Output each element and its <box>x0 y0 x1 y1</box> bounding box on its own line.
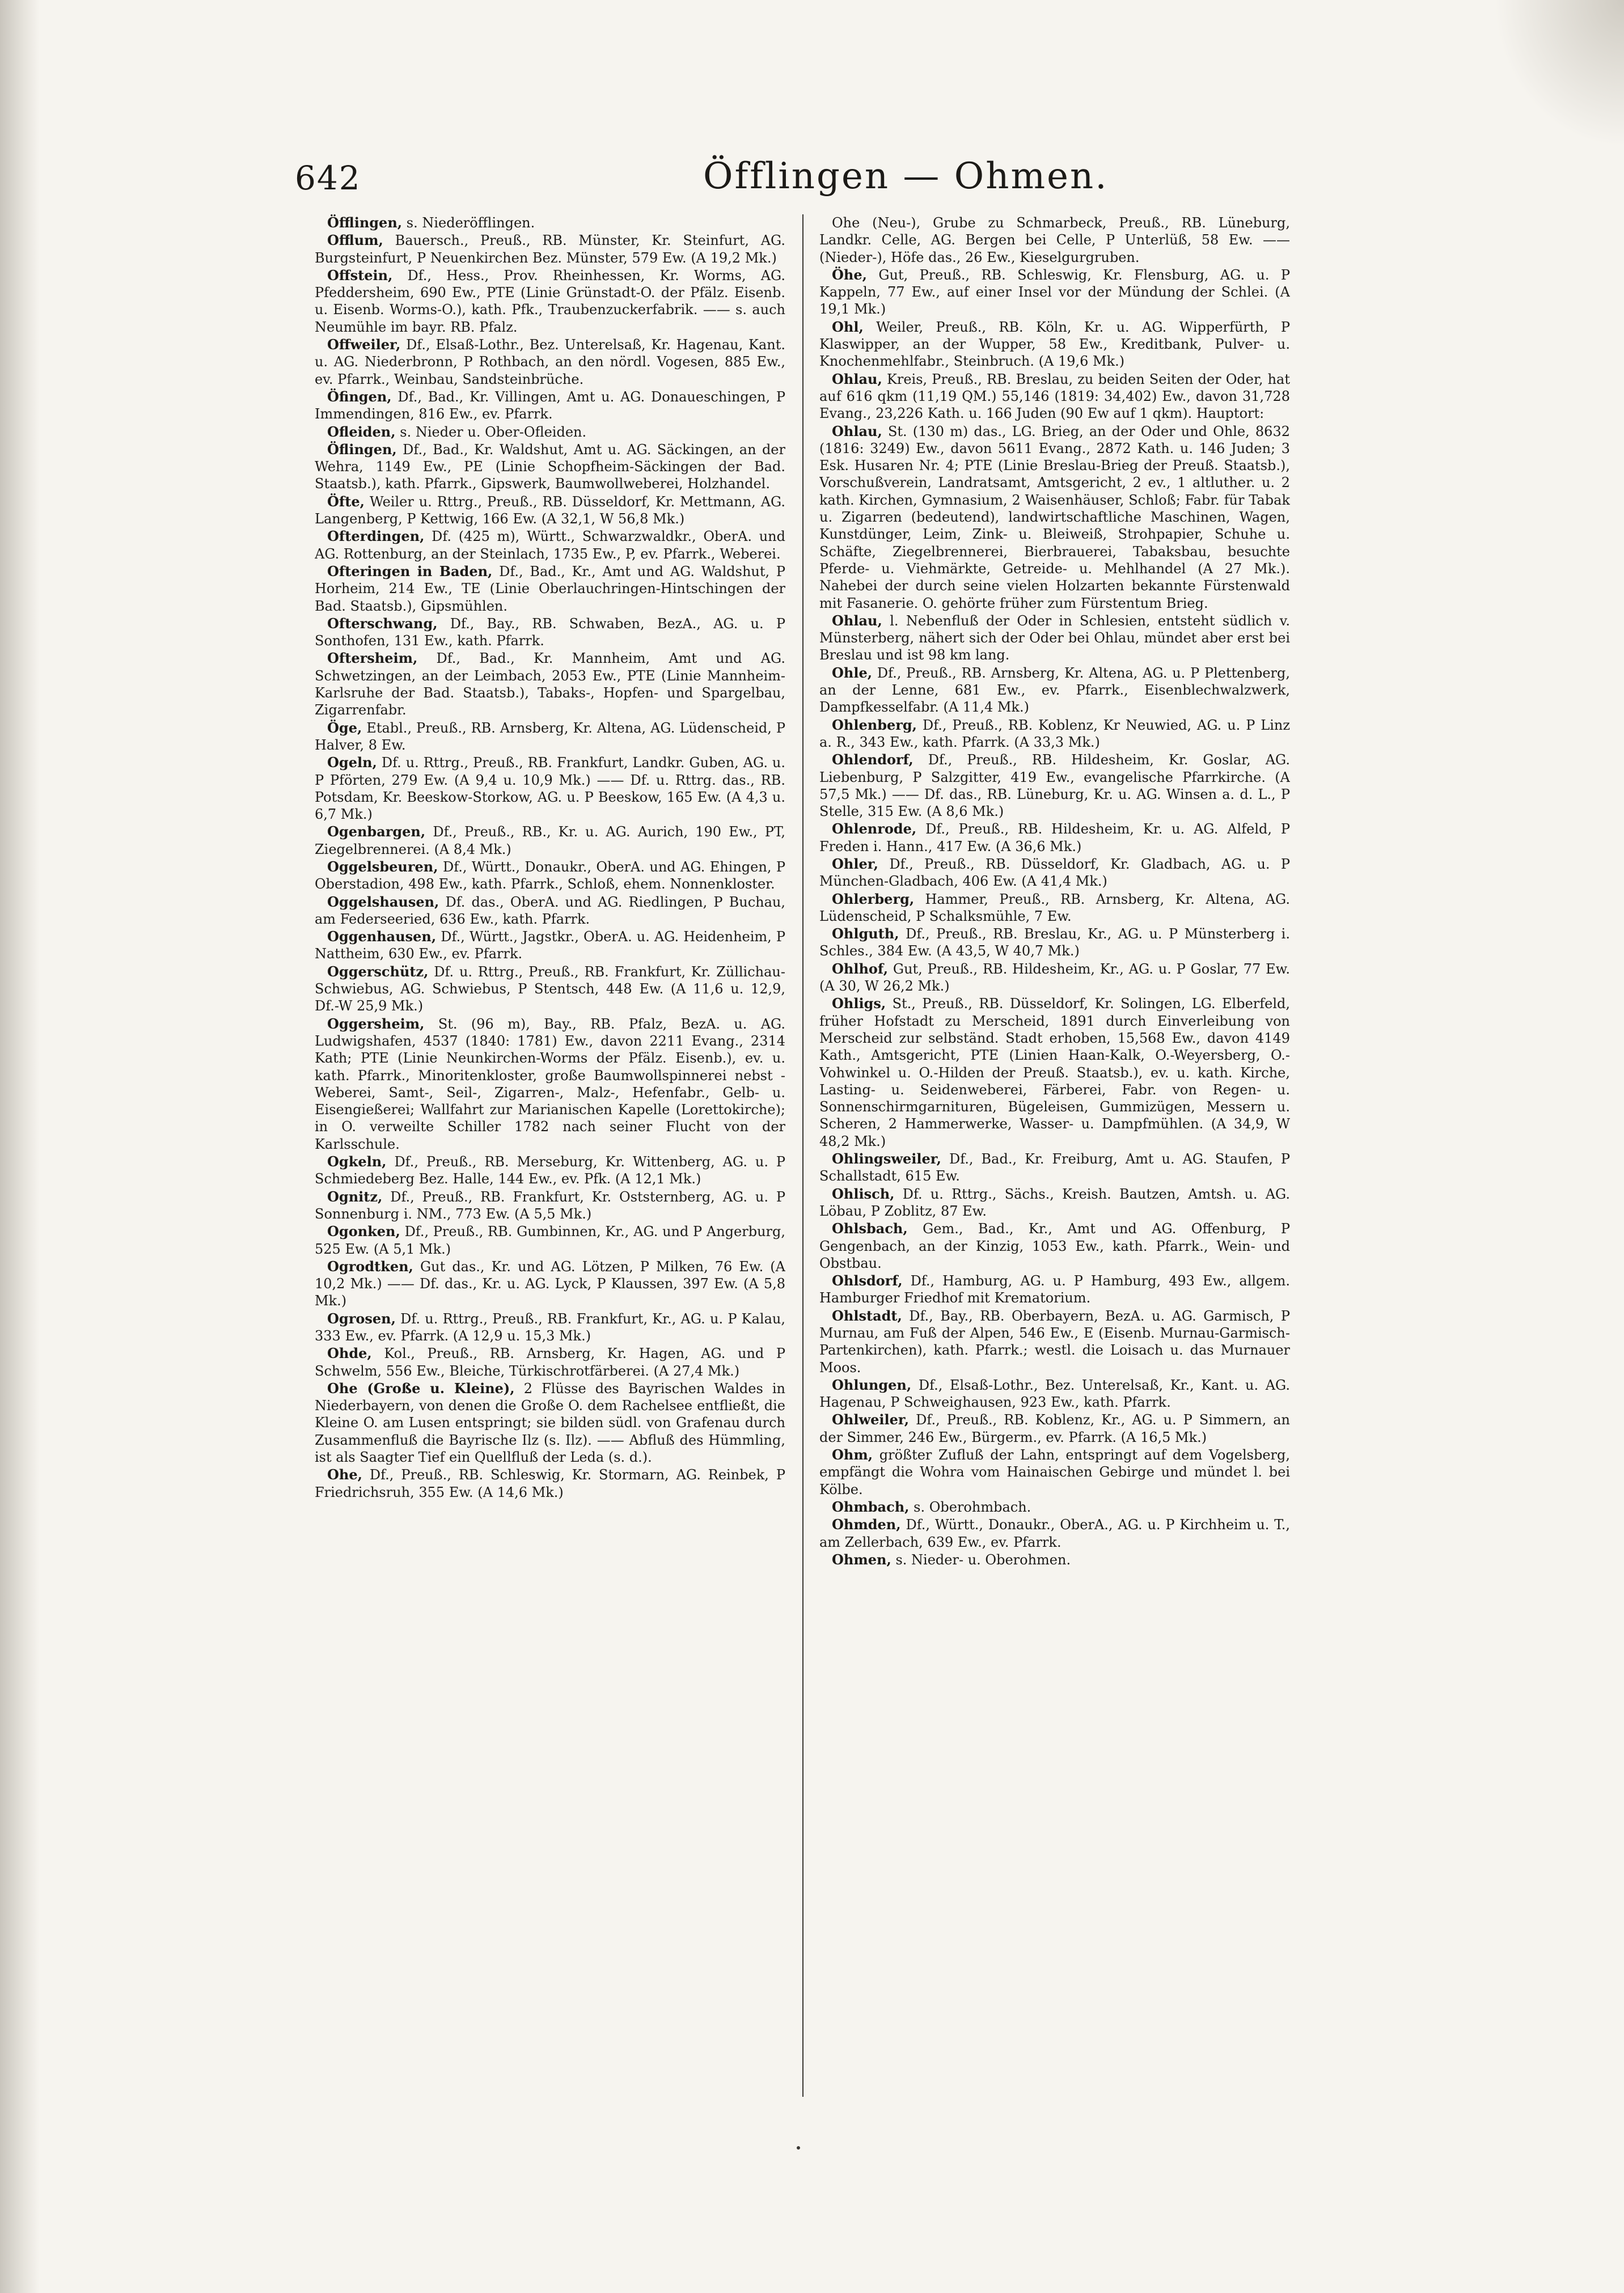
dictionary-entry <box>315 267 785 336</box>
entry-text: Df., Elsaß-Lothr., Bez. Unterelsaß, Kr., Kant. u. AG. Hagenau, P Schweighausen, 923 Ew., kath. Pfarrk. <box>819 1377 1290 1411</box>
entry-text: Df., Preuß., RB. Hildesheim, Kr. u. AG. Alfeld, P Freden i. Hann., 417 Ew. (A 36,6 Mk.) <box>819 821 1290 854</box>
entry-text: Df., Preuß., RB. Schleswig, Kr. Stormarn, AG. Reinbek, P Friedrichsruh, 355 Ew. (A 14,6 Mk.) <box>315 1467 785 1500</box>
right-column <box>819 214 1290 2097</box>
entry-headword: Ognitz, <box>327 1188 383 1205</box>
entry-text: Hammer, Preuß., RB. Arnsberg, Kr. Altena, AG. Lüdenscheid, P Schalksmühle, 7 Ew. <box>819 891 1290 924</box>
dictionary-entry <box>819 1377 1290 1411</box>
entry-headword: Ohm, <box>832 1446 873 1463</box>
entry-text: Df. (425 m), Württ., Schwarzwaldkr., OberA. und AG. Rottenburg, an der Steinlach, 1735 Ew., P, ev. Pfarrk., Weberei. <box>315 528 785 562</box>
entry-headword: Oggelshausen, <box>327 893 439 910</box>
entry-headword: Ohlendorf, <box>832 751 914 768</box>
dictionary-entry <box>819 1499 1290 1516</box>
dictionary-entry <box>315 1016 785 1153</box>
dictionary-entry <box>819 665 1290 716</box>
entry-text: s. Niederöfflingen. <box>406 215 535 231</box>
dictionary-entry <box>819 961 1290 995</box>
dictionary-entry <box>315 858 785 893</box>
entry-headword: Ohmden, <box>832 1516 901 1533</box>
dictionary-entry <box>819 717 1290 751</box>
entry-text: Df. u. Rttrg., Sächs., Kreish. Bautzen, Amtsh. u. AG. Löbau, P Zoblitz, 87 Ew. <box>819 1186 1290 1219</box>
entry-text: Df., Preuß., RB. Hildesheim, Kr. Goslar, AG. Liebenburg, P Salzgitter, 419 Ew., evangelische Pfarrkirche. (A 57,5 Mk.) —— Df. das., RB. Lüneburg, Kr. u. AG. Winsen a. d. L., P Stelle, 315 Ew. (A 8,6 Mk.) <box>819 752 1290 820</box>
entry-headword: Ogonken, <box>327 1223 400 1240</box>
entry-headword: Ofteringen in Baden, <box>327 562 493 579</box>
entry-headword: Ogenbargen, <box>327 823 426 840</box>
entry-headword: Offstein, <box>327 266 393 284</box>
entry-headword: Ohe, <box>327 1466 362 1483</box>
entry-headword: Ohlau, <box>832 612 882 629</box>
dictionary-entry <box>315 650 785 718</box>
entry-text: Df. das., OberA. und AG. Riedlingen, P Buchau, am Federseeried, 636 Ew., kath. Pfarrk. <box>315 894 785 927</box>
entry-text: Df., Bad., Kr. Mannheim, Amt und AG. Schwetzingen, an der Leimbach, 2053 Ew., PTE (Linie Mannheim-Karlsruhe der Bad. Staatsb.), Tabaks-, Hopfen- und Spargelbau, Zigarrenfabr. <box>315 650 785 718</box>
entry-text: Df., Hess., Prov. Rheinhessen, Kr. Worms, AG. Pfeddersheim, 690 Ew., PTE (Linie Grünstadt-O. der Pfälz. Eisenb. u. Eisenb. Worms-O.), kath. Pfk., Traubenzuckerfabrik. —— s. auch Neumühle im bayr. RB. Pfalz. <box>315 267 785 335</box>
entry-headword: Oftersheim, <box>327 650 418 667</box>
dictionary-entry <box>315 720 785 754</box>
entry-text: Df., Bad., Kr. Freiburg, Amt u. AG. Staufen, P Schallstadt, 615 Ew. <box>819 1151 1290 1184</box>
entry-text: Df., Preuß., RB. Breslau, Kr., AG. u. P Münsterberg i. Schles., 384 Ew. (A 43,5, W 40,7 Mk.) <box>819 926 1290 959</box>
entry-headword: Öflingen, <box>327 441 397 458</box>
dictionary-entry <box>315 336 785 388</box>
entry-headword: Ofleiden, <box>327 423 396 440</box>
entry-headword: Ogeln, <box>327 754 377 771</box>
dictionary-entry <box>819 612 1290 664</box>
dictionary-entry <box>315 928 785 963</box>
dictionary-entry <box>315 493 785 528</box>
entry-headword: Ohlisch, <box>832 1185 895 1202</box>
dictionary-entry <box>315 388 785 423</box>
entry-text: St., Preuß., RB. Düsseldorf, Kr. Solingen, LG. Elberfeld, früher Hofstadt zu Merscheid, 1891 durch Einverleibung von Merscheid zur selbständ. Stadt erhoben, 15,568 Ew., davon 4149 Kath., Amtsgericht, PTE (Linien Haan-Kalk, O.-Weyersberg, O.-Vohwinkel u. O.-Hilden der Preuß. Staatsb.), ev. u. kath. Kirche, Lasting- u. Seidenweberei, Färberei, Fabr. von Regen- u. Sonnenschirmgarnituren, Bügeleisen, Gummizügen, Messern u. Scheren, 2 Hammerwerke, Wasser- u. Dampfmühlen. (A 34,9, W 48,2 Mk.) <box>819 996 1290 1149</box>
entry-text: Df., Bad., Kr. Waldshut, Amt u. AG. Säckingen, an der Wehra, 1149 Ew., PE (Linie Schopfheim-Säckingen der Bad. Staatsb.), kath. Pfarrk., Gipswerk, Baumwollweberei, Holzhandel. <box>315 441 785 492</box>
dictionary-entry <box>315 563 785 615</box>
entry-headword: Oggerschütz, <box>327 963 429 980</box>
dictionary-entry <box>819 1446 1290 1498</box>
entry-text: Df. u. Rttrg., Preuß., RB. Frankfurt, Kr., AG. u. P Kalau, 333 Ew., ev. Pfarrk. (A 12,9 u. 15,3 Mk.) <box>315 1310 785 1344</box>
entry-text: Df., Preuß., RB. Arnsberg, Kr. Altena, AG. u. P Plettenberg, an der Lenne, 681 Ew., ev. Pfarrk., Eisenblechwalzwerk, Dampfkesselfabr. (A 11,4 Mk.) <box>819 665 1290 716</box>
entry-headword: Ohl, <box>832 318 864 335</box>
left-column <box>315 214 785 2097</box>
page-number: 642 <box>295 159 361 197</box>
dictionary-entry <box>819 319 1290 370</box>
entry-headword: Ohlweiler, <box>832 1411 910 1428</box>
dictionary-entry <box>819 371 1290 422</box>
entry-text: größter Zufluß der Lahn, entspringt auf dem Vogelsberg, empfängt die Wohra vom Hainaischen Gebirge und mündet l. bei Kölbe. <box>819 1447 1290 1497</box>
entry-headword: Ohlsbach, <box>832 1220 908 1237</box>
entry-text: Df., Preuß., RB. Koblenz, Kr., AG. u. P Simmern, an der Simmer, 246 Ew., Bürgerm., ev. Pfarrk. (A 16,5 Mk.) <box>819 1412 1290 1445</box>
dictionary-entry <box>315 754 785 823</box>
dictionary-entry <box>819 423 1290 612</box>
entry-text: Df. u. Rttrg., Preuß., RB. Frankfurt, Kr. Züllichau-Schwiebus, AG. Schwiebus, P Stentsch, 448 Ew. (A 11,6 u. 12,9, Df.-W 25,9 Mk.) <box>315 963 785 1014</box>
entry-text: Df., Württ., Jagstkr., OberA. u. AG. Heidenheim, P Nattheim, 630 Ew., ev. Pfarrk. <box>315 929 785 962</box>
entry-headword: Ohe (Große u. Kleine), <box>327 1380 515 1397</box>
dictionary-entry <box>315 1223 785 1258</box>
entry-headword: Ohlingsweiler, <box>832 1150 942 1167</box>
entry-headword: Ohlguth, <box>832 925 899 942</box>
entry-text: Df., Preuß., RB. Gumbinnen, Kr., AG. und P Angerburg, 525 Ew. (A 5,1 Mk.) <box>315 1224 785 1257</box>
entry-text: Weiler, Preuß., RB. Köln, Kr. u. AG. Wipperfürth, P Klaswipper, an der Wupper, 58 Ew., Kreditbank, Pulver- u. Knochenmehlfabr., Steinbruch. (A 19,6 Mk.) <box>819 319 1290 370</box>
dictionary-entry <box>315 615 785 650</box>
running-title: Öfflingen — Ohmen. <box>703 155 1109 197</box>
dictionary-entry <box>819 1516 1290 1551</box>
entry-text: Df., Preuß., RB. Koblenz, Kr Neuwied, AG. u. P Linz a. R., 343 Ew., kath. Pfarrk. (A 33,3 Mk.) <box>819 717 1290 750</box>
entry-headword: Ohligs, <box>832 995 886 1012</box>
dictionary-entry <box>819 995 1290 1150</box>
dictionary-entry <box>819 891 1290 925</box>
dictionary-entry <box>315 1153 785 1188</box>
entry-text: Df., Bad., Kr. Villingen, Amt u. AG. Donaueschingen, P Immendingen, 816 Ew., ev. Pfarrk. <box>315 388 785 422</box>
entry-headword: Öge, <box>327 719 362 736</box>
entry-headword: Ogrodtken, <box>327 1258 413 1275</box>
entry-headword: Ogrosen, <box>327 1310 396 1327</box>
entry-headword: Oggelsbeuren, <box>327 858 438 875</box>
entry-text: Etabl., Preuß., RB. Arnsberg, Kr. Altena, AG. Lüdenscheid, P Halver, 8 Ew. <box>315 720 785 753</box>
dictionary-entry <box>315 1345 785 1380</box>
entry-text: Df. u. Rttrg., Preuß., RB. Frankfurt, Landkr. Guben, AG. u. P Pförten, 279 Ew. (A 9,4 u. 10,9 Mk.) —— Df. u. Rttrg. das., RB. Potsdam, Kr. Beeskow-Storkow, AG. u. P Beeskow, 165 Ew. (A 4,3 u. 6,7 Mk.) <box>315 755 785 823</box>
entry-text: Df., Preuß., RB. Frankfurt, Kr. Oststernberg, AG. u. P Sonnenburg i. NM., 773 Ew. (A 5,5 Mk.) <box>315 1188 785 1222</box>
entry-headword: Ofterdingen, <box>327 528 425 545</box>
dictionary-entry <box>315 1380 785 1466</box>
dictionary-entry <box>315 1188 785 1223</box>
entry-headword: Ohler, <box>832 855 878 872</box>
entry-headword: Ohlau, <box>832 422 882 439</box>
dictionary-entry <box>819 820 1290 855</box>
page-header <box>295 153 1542 221</box>
dictionary-entry <box>819 1272 1290 1307</box>
entry-headword: Öfte, <box>327 493 365 510</box>
dictionary-entry <box>819 856 1290 890</box>
entry-headword: Ohlungen, <box>832 1376 912 1393</box>
entry-headword: Ohmbach, <box>832 1498 910 1515</box>
entry-headword: Ohlenberg, <box>832 716 917 733</box>
page-gutter-shadow <box>0 0 40 2293</box>
dictionary-entry <box>315 232 785 266</box>
entry-text: Df., Elsaß-Lothr., Bez. Unterelsaß, Kr. Hagenau, Kant. u. AG. Niederbronn, P Rothbach, an den nördl. Vogesen, 885 Ew., ev. Pfarrk., Weinbau, Sandsteinbrüche. <box>315 337 785 387</box>
entry-text: s. Nieder- u. Oberohmen. <box>895 1551 1071 1568</box>
entry-text: Df., Württ., Donaukr., OberA. und AG. Ehingen, P Oberstadion, 498 Ew., kath. Pfarrk., Schloß, ehem. Nonnenkloster. <box>315 858 785 892</box>
entry-text: Df., Bay., RB. Schwaben, BezA., AG. u. P Sonthofen, 131 Ew., kath. Pfarrk. <box>315 615 785 649</box>
entry-headword: Ohlau, <box>832 370 882 387</box>
dictionary-entry <box>819 1308 1290 1376</box>
entry-text: Gut das., Kr. und AG. Lötzen, P Milken, 76 Ew. (A 10,2 Mk.) —— Df. das., Kr. u. AG. Lyck, P Klaussen, 397 Ew. (A 5,8 Mk.) <box>315 1258 785 1309</box>
dictionary-entry <box>819 1220 1290 1272</box>
footer-dot <box>797 2146 800 2150</box>
dictionary-entry <box>819 925 1290 960</box>
entry-text: St. (96 m), Bay., RB. Pfalz, BezA. u. AG. Ludwigshafen, 4537 (1840: 1781) Ew., davon 2211 Evang., 2314 Kath; PTE (Linie Neunkirchen-Worms der Pfälz. Eisenb.), ev. u. kath. Pfarrk., Minoritenkloster, große Baumwollspinnerei nebst -Weberei, Samt-, Seil-, Zigarren-, Malz-, Hefenfabr., Gelb- u. Eisengießerei; Wallfahrt zur Marianischen Kapelle (Lorettokirche); in O. verweilte Schiller 1782 nach seiner Flucht von der Karlsschule. <box>315 1016 785 1152</box>
dictionary-entry <box>315 894 785 928</box>
entry-headword: Oggersheim, <box>327 1015 425 1032</box>
entry-text: s. Oberohmbach. <box>914 1499 1031 1515</box>
entry-text: Df., Bad., Kr., Amt und AG. Waldshut, P Horheim, 214 Ew., TE (Linie Oberlauchringen-Hintschingen der Bad. Staatsb.), Gipsmühlen. <box>315 563 785 614</box>
entry-text: Ohe (Neu-), Grube zu Schmarbeck, Preuß., RB. Lüneburg, Landkr. Celle, AG. Bergen bei Celle, P Unterlüß, 58 Ew. —— (Nieder-), Höfe das., 26 Ew., Kieselgurgruben. <box>819 215 1290 265</box>
dictionary-entry <box>315 963 785 1015</box>
entry-headword: Oggenhausen, <box>327 928 437 945</box>
column-divider <box>802 214 803 2097</box>
entry-headword: Ohde, <box>327 1345 372 1362</box>
dictionary-entry <box>315 528 785 562</box>
corner-smudge <box>1494 0 1624 147</box>
dictionary-entry <box>315 214 785 231</box>
entry-text: Df., Hamburg, AG. u. P Hamburg, 493 Ew., allgem. Hamburger Friedhof mit Krematorium. <box>819 1273 1290 1306</box>
entry-headword: Öfingen, <box>327 388 392 405</box>
dictionary-entry <box>315 1310 785 1345</box>
entry-text: l. Nebenfluß der Oder in Schlesien, entsteht südlich v. Münsterberg, nähert sich der Oder bei Ohlau, mündet aber erst bei Breslau und ist 98 km lang. <box>819 612 1290 663</box>
entry-headword: Öhe, <box>832 266 867 283</box>
entry-headword: Ohlerberg, <box>832 890 915 907</box>
dictionary-entry <box>315 424 785 441</box>
entry-headword: Ohle, <box>832 664 873 681</box>
dictionary-entry <box>819 266 1290 318</box>
entry-headword: Ohlstadt, <box>832 1307 902 1324</box>
entry-text: Df., Bay., RB. Oberbayern, BezA. u. AG. Garmisch, P Murnau, am Fuß der Alpen, 546 Ew., E (Eisenb. Murnau-Garmisch-Partenkirchen), kath. Pfarrk.; westl. die Loisach u. das Murnauer Moos. <box>819 1308 1290 1376</box>
entry-text: Kreis, Preuß., RB. Breslau, zu beiden Seiten der Oder, hat auf 616 qkm (11,19 QM.) 55,146 (1819: 34,402) Ew., davon 31,728 Evang., 23,226 Kath. u. 166 Juden (90 Ew auf 1 qkm). Hauptort: <box>819 371 1290 422</box>
dictionary-entry <box>819 751 1290 820</box>
dictionary-entry <box>819 1411 1290 1446</box>
entry-text: Df., Preuß., RB. Düsseldorf, Kr. Gladbach, AG. u. P München-Gladbach, 406 Ew. (A 41,4 Mk.) <box>819 856 1290 890</box>
entry-headword: Ogkeln, <box>327 1153 387 1170</box>
entry-text: Gem., Bad., Kr., Amt und AG. Offenburg, P Gengenbach, an der Kinzig, 1053 Ew., kath. Pfarrk., Wein- und Obstbau. <box>819 1221 1290 1271</box>
entry-text: s. Nieder u. Ober-Ofleiden. <box>400 424 587 440</box>
dictionary-entry <box>315 823 785 858</box>
entry-text: Bauersch., Preuß., RB. Münster, Kr. Steinfurt, AG. Burgsteinfurt, P Neuenkirchen Bez. Münster, 579 Ew. (A 19,2 Mk.) <box>315 232 785 266</box>
dictionary-entry <box>819 1186 1290 1220</box>
entry-headword: Öfflingen, <box>327 214 403 231</box>
entry-text: Df., Württ., Donaukr., OberA., AG. u. P Kirchheim u. T., am Zellerbach, 639 Ew., ev. Pfarrk. <box>819 1517 1290 1550</box>
dictionary-entry <box>315 1466 785 1501</box>
entry-headword: Ohlsdorf, <box>832 1272 903 1289</box>
entry-headword: Ofterschwang, <box>327 615 438 632</box>
entry-text: Df., Preuß., RB. Merseburg, Kr. Wittenberg, AG. u. P Schmiedeberg Bez. Halle, 144 Ew., ev. Pfk. (A 12,1 Mk.) <box>315 1154 785 1187</box>
entry-headword: Ohlenrode, <box>832 820 917 837</box>
dictionary-entry <box>819 214 1290 266</box>
dictionary-entry <box>819 1150 1290 1185</box>
dictionary-entry <box>819 1551 1290 1568</box>
entry-headword: Offlum, <box>327 232 383 249</box>
entry-headword: Ohmen, <box>832 1551 891 1568</box>
two-column-body <box>315 214 1290 2097</box>
entry-text: Gut, Preuß., RB. Hildesheim, Kr., AG. u. P Goslar, 77 Ew. (A 30, W 26,2 Mk.) <box>819 961 1290 995</box>
entry-headword: Offweiler, <box>327 336 401 353</box>
entry-text: 2 Flüsse des Bayrischen Waldes in Niederbayern, von denen die Große O. dem Rachelsee entfließt, die Kleine O. am Lusen entspringt; sie bilden südl. von Grafenau durch Zusammenfluß die Bayrische Ilz (s. Ilz). —— Abfluß des Hümmling, ist als Saagter Tief ein Quellfluß der Leda (s. d.). <box>315 1380 785 1466</box>
dictionary-entry <box>315 441 785 493</box>
entry-text: Kol., Preuß., RB. Arnsberg, Kr. Hagen, AG. und P Schwelm, 556 Ew., Bleiche, Türkischrotfärberei. (A 27,4 Mk.) <box>315 1346 785 1379</box>
entry-text: Gut, Preuß., RB. Schleswig, Kr. Flensburg, AG. u. P Kappeln, 77 Ew., auf einer Insel vor der Mündung der Schlei. (A 19,1 Mk.) <box>819 266 1290 318</box>
entry-text: Df., Preuß., RB., Kr. u. AG. Aurich, 190 Ew., PT, Ziegelbrennerei. (A 8,4 Mk.) <box>315 824 785 857</box>
entry-headword: Ohlhof, <box>832 960 889 977</box>
dictionary-entry <box>315 1258 785 1310</box>
entry-text: St. (130 m) das., LG. Brieg, an der Oder und Ohle, 8632 (1816: 3249) Ew., davon 5611 Evang., 2872 Kath. u. 146 Juden; 3 Esk. Husaren Nr. 4; PTE (Linie Breslau-Brieg der Preuß. Staatsb.), Vorschußverein, Landratsamt, Amtsgericht, 2 ev., 1 altluther. u. 2 kath. Kirchen, Gymnasium, 2 Waisenhäuser, Schloß; Fabr. für Tabak u. Zigarren (bedeutend), landwirtschaftliche Maschinen, Wagen, Kunstdünger, Leim, Zink- u. Bleiweiß, Strohpapier, Schuhe u. Schäfte, Ziegelbrennerei, Bierbrauerei, Tabaksbau, besuchte Pferde- u. Viehmärkte, Getreide- u. Mehlhandel (A 27 Mk.). Nahebei der durch seine vielen Holzarten bekannte Fürstenwald mit Fasanerie. O. gehörte früher zum Fürstentum Brieg. <box>819 423 1290 611</box>
entry-text: Weiler u. Rttrg., Preuß., RB. Düsseldorf, Kr. Mettmann, AG. Langenberg, P Kettwig, 166 Ew. (A 32,1, W 56,8 Mk.) <box>315 493 785 527</box>
